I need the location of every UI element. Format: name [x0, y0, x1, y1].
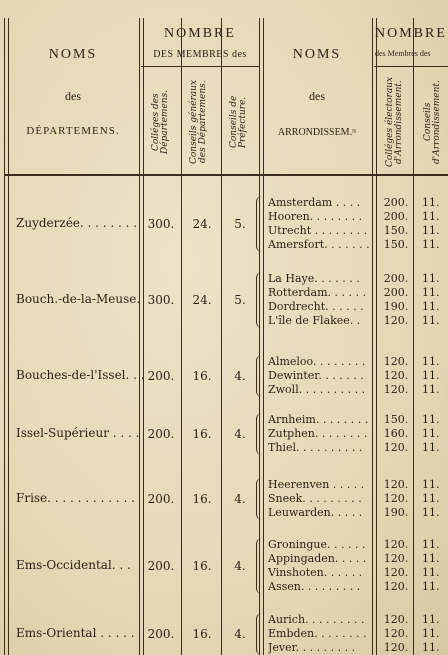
arrondissement-name: Appingaden. . . . . — [268, 552, 367, 565]
brace — [256, 538, 264, 594]
conseils-arrondissement-value: 11. — [422, 210, 440, 223]
department-name: Frise. . . . . . . . . . . . — [16, 491, 135, 505]
colleges-electoraux-value: 200. — [383, 272, 409, 285]
arrondissement-name: Arnheim. . . . . . . . — [268, 413, 369, 426]
arrondissement-name: Zutphen. . . . . . . . — [268, 427, 368, 440]
header-nombre-sub: DES MEMBRES des — [153, 49, 247, 60]
arrondissement-name: Utrecht . . . . . . . . — [268, 224, 368, 237]
conseils-arrondissement-value: 11. — [422, 538, 440, 551]
header-rule — [374, 66, 448, 67]
conseils-arrondissement-value: 11. — [422, 355, 440, 368]
conseils-arrondissement-value: 11. — [422, 300, 440, 313]
brace — [256, 272, 264, 328]
conseils-prefecture-value: 5. — [234, 217, 246, 231]
conseils-arrondissement-value: 11. — [422, 441, 440, 454]
conseils-arrondissement-value: 11. — [422, 478, 440, 491]
department-name: Bouches-de-l'Issel. . . — [16, 368, 145, 382]
colleges-value: 200. — [147, 427, 175, 441]
conseils-prefecture-value: 4. — [234, 492, 246, 506]
arrondissement-name: Jever. . . . . . . . . — [268, 641, 356, 654]
header-rule — [141, 66, 259, 67]
header-noms: NOMS — [48, 47, 98, 62]
colleges-electoraux-value: 190. — [383, 506, 409, 519]
header-arrondissem: ARRONDISSEM.ᵗˢ — [277, 127, 357, 138]
colleges-electoraux-value: 120. — [383, 538, 409, 551]
colleges-value: 200. — [147, 369, 175, 383]
conseils-arrondissement-value: 11. — [422, 314, 440, 327]
conseils-generaux-value: 24. — [192, 217, 212, 231]
conseils-arrondissement-value: 11. — [422, 238, 440, 251]
conseils-prefecture-value: 5. — [234, 293, 246, 307]
colleges-electoraux-value: 200. — [383, 196, 409, 209]
colleges-electoraux-value: 120. — [383, 314, 409, 327]
arrondissement-name: Zwoll. . . . . . . . . . — [268, 383, 366, 396]
colleges-value: 300. — [147, 217, 175, 231]
header-colleges: Colléges des Départemens. — [151, 89, 170, 155]
department-name: Issel-Supérieur . . . . — [16, 426, 140, 440]
colleges-electoraux-value: 160. — [383, 427, 409, 440]
department-name: Ems-Occidental. . . — [16, 558, 131, 572]
header-nombre-2-sub: des Membres des — [375, 49, 431, 58]
colleges-electoraux-value: 120. — [383, 355, 409, 368]
conseils-prefecture-value: 4. — [234, 627, 246, 641]
conseils-generaux-value: 16. — [192, 627, 212, 641]
conseils-arrondissement-value: 11. — [422, 413, 440, 426]
arrondissement-name: Leuwarden. . . . . — [268, 506, 363, 519]
conseils-arrondissement-value: 11. — [422, 580, 440, 593]
header-nombre: NOMBRE — [164, 26, 236, 41]
conseils-generaux-value: 16. — [192, 492, 212, 506]
conseils-arrondissement-value: 11. — [422, 427, 440, 440]
arrondissement-name: Groningue. . . . . . — [268, 538, 366, 551]
colleges-value: 200. — [147, 559, 175, 573]
conseils-prefecture-value: 4. — [234, 369, 246, 383]
colleges-electoraux-value: 190. — [383, 300, 409, 313]
arrondissement-name: Assen. . . . . . . . . — [268, 580, 361, 593]
conseils-prefecture-value: 4. — [234, 427, 246, 441]
header-noms-arr: NOMS — [292, 47, 342, 62]
department-name: Ems-Oriental . . . . . — [16, 626, 135, 640]
colleges-electoraux-value: 120. — [383, 492, 409, 505]
conseils-generaux-value: 16. — [192, 559, 212, 573]
arrondissement-name: La Haye. . . . . . . — [268, 272, 360, 285]
colleges-electoraux-value: 150. — [383, 238, 409, 251]
conseils-arrondissement-value: 11. — [422, 369, 440, 382]
arrondissement-name: Amersfort. . . . . . . — [268, 238, 370, 251]
arrondissement-name: Heerenven . . . . . — [268, 478, 365, 491]
colleges-electoraux-value: 120. — [383, 478, 409, 491]
header-departemens: DÉPARTEMENS. — [26, 125, 120, 137]
conseils-arrondissement-value: 11. — [422, 627, 440, 640]
arrondissement-name: Aurich. . . . . . . . . — [268, 613, 365, 626]
header-bottom-rule — [4, 174, 448, 176]
colleges-electoraux-value: 120. — [383, 580, 409, 593]
conseils-generaux-value: 24. — [192, 293, 212, 307]
conseils-arrondissement-value: 11. — [422, 272, 440, 285]
arrondissement-name: Rotterdam. . . . . . — [268, 286, 367, 299]
arrondissement-name: Embden. . . . . . . . — [268, 627, 367, 640]
colleges-electoraux-value: 200. — [383, 286, 409, 299]
conseils-arrondissement-value: 11. — [422, 492, 440, 505]
colleges-electoraux-value: 120. — [383, 641, 409, 654]
conseils-arrondissement-value: 11. — [422, 506, 440, 519]
colleges-value: 200. — [147, 492, 175, 506]
conseils-prefecture-value: 4. — [234, 559, 246, 573]
colleges-value: 300. — [147, 293, 175, 307]
colleges-electoraux-value: 120. — [383, 566, 409, 579]
colleges-electoraux-value: 120. — [383, 627, 409, 640]
colleges-electoraux-value: 150. — [383, 413, 409, 426]
header-conseils-arrondissement: Conseils d'Arrondissement. — [423, 80, 442, 164]
colleges-electoraux-value: 120. — [383, 613, 409, 626]
colleges-electoraux-value: 120. — [383, 441, 409, 454]
conseils-arrondissement-value: 11. — [422, 641, 440, 654]
department-name: Zuyderzée. . . . . . . . — [16, 216, 138, 230]
colleges-electoraux-value: 150. — [383, 224, 409, 237]
header-des: des — [65, 89, 81, 103]
colleges-electoraux-value: 200. — [383, 210, 409, 223]
arrondissement-name: Sneek. . . . . . . . . — [268, 492, 362, 505]
conseils-arrondissement-value: 11. — [422, 224, 440, 237]
arrondissement-name: Dewinter. . . . . . . — [268, 369, 364, 382]
arrondissement-name: Amsterdam . . . . — [268, 196, 361, 209]
left-border — [4, 18, 9, 655]
conseils-arrondissement-value: 11. — [422, 383, 440, 396]
colleges-electoraux-value: 120. — [383, 369, 409, 382]
conseils-arrondissement-value: 11. — [422, 552, 440, 565]
column-rule — [413, 18, 414, 655]
header-conseils-prefecture: Conseils de Préfecture. — [229, 95, 248, 149]
arrondissement-name: Hooren. . . . . . . . — [268, 210, 363, 223]
conseils-arrondissement-value: 11. — [422, 286, 440, 299]
header-conseils-generaux: Conseils généraux des Départemens. — [189, 79, 208, 165]
arrondissement-name: Almeloo. . . . . . . . — [268, 355, 366, 368]
colleges-electoraux-value: 120. — [383, 552, 409, 565]
conseils-arrondissement-value: 11. — [422, 613, 440, 626]
colleges-electoraux-value: 120. — [383, 383, 409, 396]
brace — [256, 478, 264, 520]
brace — [256, 196, 264, 252]
conseils-arrondissement-value: 11. — [422, 196, 440, 209]
arrondissement-name: Vinshoten. . . . . . — [268, 566, 363, 579]
header-nombre-2: NOMBRE — [375, 26, 447, 41]
arrondissement-name: L'île de Flakee. . — [268, 314, 361, 327]
brace — [256, 613, 264, 655]
arrondissement-name: Thiel. . . . . . . . . . — [268, 441, 363, 454]
brace — [256, 355, 264, 397]
arrondissement-name: Dordrecht. . . . . . — [268, 300, 364, 313]
colleges-value: 200. — [147, 627, 175, 641]
conseils-generaux-value: 16. — [192, 427, 212, 441]
brace — [256, 413, 264, 455]
conseils-generaux-value: 16. — [192, 369, 212, 383]
conseils-arrondissement-value: 11. — [422, 566, 440, 579]
header-colleges-electoraux: Colléges électoraux d'Arrondissement. — [385, 76, 404, 168]
header-des-arr: des — [309, 89, 325, 103]
department-name: Bouch.-de-la-Meuse. — [16, 292, 141, 306]
